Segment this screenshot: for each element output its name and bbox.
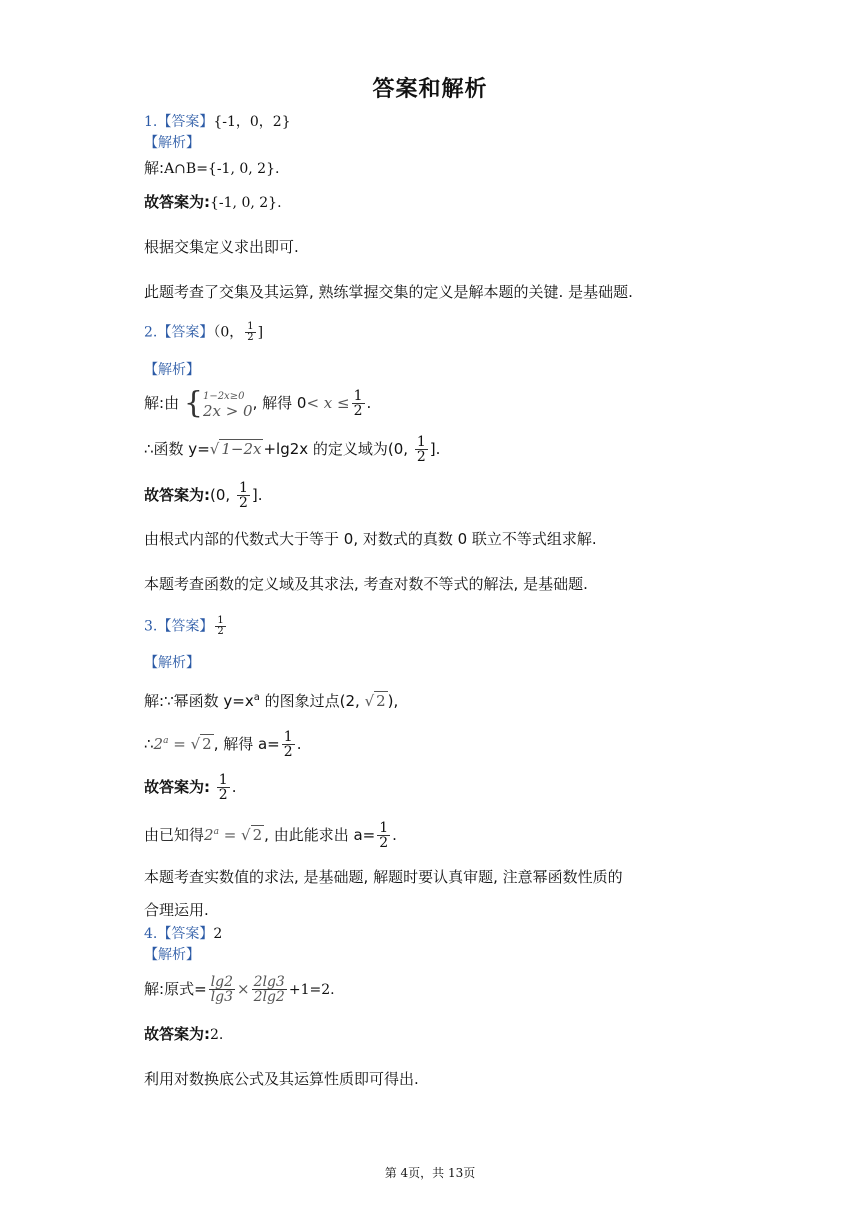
q3-number: 3. — [144, 618, 158, 635]
q1-answer-line — [144, 112, 291, 132]
q1-number: 1. — [144, 114, 158, 130]
q3-line2: $\therefore 2^a$ = √ 2 , 解得 a= $\frac{1}{2}$ . — [144, 729, 302, 760]
q2-answer-fraction: $\frac{1}{2}$ — [247, 321, 254, 343]
q2-answer-prefix: （0， — [213, 324, 244, 341]
left-brace-icon: { — [183, 385, 203, 421]
q2-method: 由根式内部的代数式大于等于 0, 对数式的真数 0 联立不等式组求解. — [144, 530, 597, 548]
q2-domain: ∴函数 y=√ 1−2x +lg2x 的定义域为(0, $\frac{1}{2}$ ]. — [144, 434, 441, 465]
therefore-label: 故答案为: — [144, 193, 210, 211]
q1-analysis-tag: 【解析】 — [144, 135, 200, 151]
q3-line2-fraction: $\frac{1}{2}$ — [283, 729, 293, 760]
q3-line4: 由已知得$2^a$ = √ 2 , 由此能求出 a= $\frac{1}{2}$ . — [144, 820, 397, 851]
sqrt-icon: √ 2 — [190, 735, 212, 753]
sqrt-icon: √ 2 — [364, 692, 386, 710]
q1-method: 根据交集定义求出即可. — [144, 238, 299, 256]
answer-tag: 【答案】 — [157, 926, 214, 942]
q1-solution-expr: A∩B={-1, 0, 2}. — [164, 161, 280, 177]
q2-number: 2. — [144, 324, 158, 341]
q1-comment: 此题考查了交集及其运算, 熟练掌握交集的定义是解本题的关键. 是基础题. — [144, 283, 633, 301]
q1-final — [144, 192, 282, 213]
times-icon: × — [237, 980, 250, 998]
answer-tag: 【答案】 — [157, 114, 214, 130]
q3-solution: 解:∵幂函数 $y=x^a$ 的图象过点(2, √ 2 ), — [144, 692, 399, 710]
q2-sol-mid: , 解得 0 — [252, 394, 307, 412]
q3-comment-2: 合理运用. — [144, 901, 209, 919]
q2-comment: 本题考查函数的定义域及其求法, 考查对数不等式的解法, 是基础题. — [144, 575, 588, 593]
q4-analysis-tag: 【解析】 — [144, 947, 200, 963]
q3-analysis-tag: 【解析】 — [144, 655, 200, 671]
q3-line4-fraction: $\frac{1}{2}$ — [379, 820, 389, 851]
sqrt-icon: √ 1−2x — [209, 440, 262, 458]
q3-answer-fraction: $\frac{1}{2}$ — [217, 615, 224, 637]
q2-final-fraction: $\frac{1}{2}$ — [238, 480, 248, 511]
sqrt-icon: √ 2 — [241, 826, 263, 844]
q4-answer: 2 — [213, 926, 223, 942]
q4-method: 利用对数换底公式及其运算性质即可得出. — [144, 1070, 419, 1088]
q3-eq: $2^a$ = — [153, 735, 191, 753]
q2-sol-fraction: $\frac{1}{2}$ — [353, 388, 363, 419]
page-title: 答案和解析 — [372, 77, 488, 102]
q1-final-value: {-1, 0, 2}. — [210, 195, 282, 211]
q4-solution: 解:原式= $\frac{\lg 2}{\lg 3}$ × $\frac{2\lg 3}{2\lg 2}$ +1=2. — [144, 974, 335, 1005]
q1-solution — [144, 158, 279, 179]
q4-fraction-1: $\frac{\lg 2}{\lg 3}$ — [210, 974, 233, 1005]
solution-prefix: 解: — [144, 159, 165, 177]
q2-domain-fraction: $\frac{1}{2}$ — [416, 434, 426, 465]
q2-final: 故答案为:(0, $\frac{1}{2}$ ]. — [144, 480, 263, 511]
q3-answer-line — [144, 616, 228, 637]
q3-final-fraction: $\frac{1}{2}$ — [218, 772, 228, 803]
q4-final: 故答案为:2. — [144, 1025, 224, 1043]
q3-final: 故答案为: $\frac{1}{2}$ . — [144, 772, 237, 803]
q2-sol-prefix: 由 — [164, 394, 180, 412]
answer-tag: 【答案】 — [157, 324, 214, 341]
page-footer: 第 4页，共 13页 — [384, 1166, 476, 1180]
q4-fraction-2: $\frac{2\lg 3}{2\lg 2}$ — [253, 974, 285, 1005]
q2-answer-line — [144, 322, 263, 343]
q3-comment-1: 本题考查实数值的求法, 是基础题, 解题时要认真审题, 注意幂函数性质的 — [144, 868, 623, 886]
q2-answer-suffix: ] — [257, 324, 264, 341]
q2-solution: 解:由 { 1−2x≥0 2x > 0 , 解得 0< x ≤ $\frac{1}{2}$ . — [144, 385, 372, 421]
solution-prefix: 解: — [144, 394, 165, 412]
q4-answer-line — [144, 924, 222, 944]
answer-tag: 【答案】 — [157, 618, 214, 635]
q2-inequality-system: 1−2x≥0 2x > 0 — [202, 390, 253, 420]
q2-sol-ineq: < x ≤ — [306, 394, 350, 412]
q2-analysis-tag: 【解析】 — [144, 362, 200, 378]
q4-number: 4. — [144, 926, 158, 942]
q1-answer: {-1，0，2} — [213, 114, 291, 130]
